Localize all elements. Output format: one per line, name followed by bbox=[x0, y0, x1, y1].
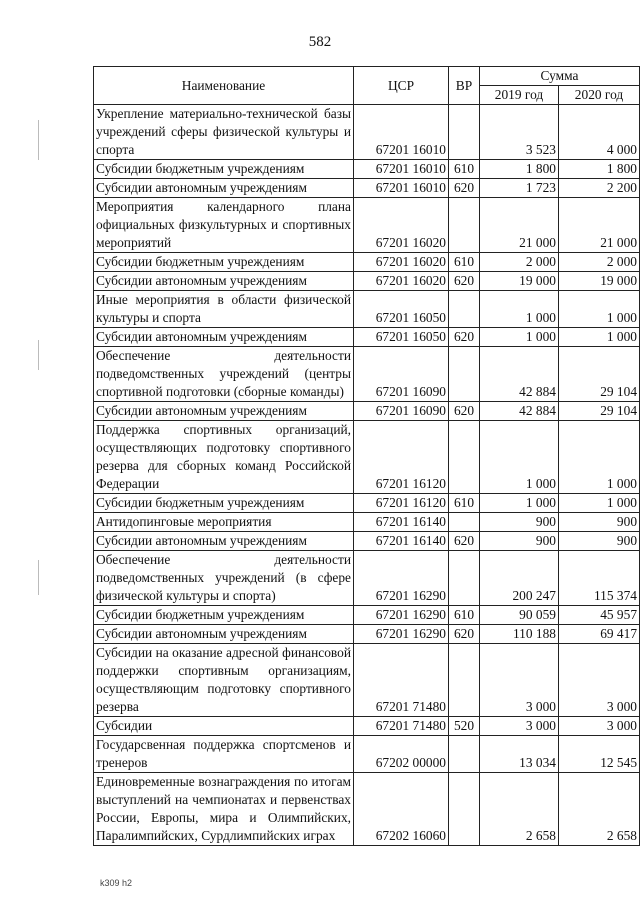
row-sum-2020: 3 000 bbox=[559, 717, 640, 736]
row-csr: 67201 16290 bbox=[354, 551, 449, 606]
table-row bbox=[94, 347, 640, 402]
row-vr: 610 bbox=[449, 253, 480, 272]
row-name: Государсвенная поддержка спортсменов и тренеров bbox=[94, 736, 354, 773]
footer-code: k309 h2 bbox=[100, 878, 133, 888]
row-name: Субсидии бюджетным учреждениям bbox=[94, 606, 354, 625]
row-sum-2020: 1 000 bbox=[559, 494, 640, 513]
row-name: Антидопинговые мероприятия bbox=[94, 513, 354, 532]
table-row bbox=[94, 625, 640, 644]
row-name: Субсидии бюджетным учреждениям bbox=[94, 253, 354, 272]
row-sum-2020: 21 000 bbox=[559, 198, 640, 253]
header-row bbox=[94, 67, 640, 86]
row-csr: 67202 00000 bbox=[354, 736, 449, 773]
table-row bbox=[94, 179, 640, 198]
row-name: Обеспечение деятельности подведомственных учреждений (в сфере физической культуры и спорта) bbox=[94, 551, 354, 606]
row-csr: 67201 16010 bbox=[354, 179, 449, 198]
budget-table bbox=[93, 66, 640, 846]
table-row bbox=[94, 328, 640, 347]
row-sum-2019: 900 bbox=[480, 532, 559, 551]
row-name: Субсидии на оказание адресной финансовой поддержки спортивным организациям, осуществляющим подготовку спортивного резерва bbox=[94, 644, 354, 717]
row-name: Мероприятия календарного плана официальных физкультурных и спортивных мероприятий bbox=[94, 198, 354, 253]
row-name: Субсидии автономным учреждениям bbox=[94, 272, 354, 291]
row-csr: 67201 16090 bbox=[354, 347, 449, 402]
row-csr: 67201 16010 bbox=[354, 160, 449, 179]
row-csr: 67201 16140 bbox=[354, 532, 449, 551]
row-sum-2020: 2 658 bbox=[559, 773, 640, 846]
table-row bbox=[94, 551, 640, 606]
row-vr: 610 bbox=[449, 494, 480, 513]
row-sum-2020: 2 000 bbox=[559, 253, 640, 272]
row-sum-2020: 12 545 bbox=[559, 736, 640, 773]
row-vr bbox=[449, 421, 480, 494]
row-sum-2019: 42 884 bbox=[480, 347, 559, 402]
row-sum-2020: 29 104 bbox=[559, 402, 640, 421]
row-name: Поддержка спортивных организаций, осуществляющих подготовку спортивного резерва для сборных команд Российской Федерации bbox=[94, 421, 354, 494]
table-row bbox=[94, 272, 640, 291]
table-row bbox=[94, 421, 640, 494]
row-sum-2019: 1 800 bbox=[480, 160, 559, 179]
header-csr: ЦСР bbox=[354, 67, 449, 105]
table-row bbox=[94, 402, 640, 421]
row-csr: 67201 16020 bbox=[354, 253, 449, 272]
row-name: Субсидии бюджетным учреждениям bbox=[94, 494, 354, 513]
row-sum-2020: 45 957 bbox=[559, 606, 640, 625]
row-csr: 67202 16060 bbox=[354, 773, 449, 846]
row-sum-2019: 3 000 bbox=[480, 644, 559, 717]
row-sum-2020: 3 000 bbox=[559, 644, 640, 717]
row-name: Субсидии автономным учреждениям bbox=[94, 179, 354, 198]
row-vr: 620 bbox=[449, 625, 480, 644]
row-sum-2019: 1 000 bbox=[480, 421, 559, 494]
row-csr: 67201 71480 bbox=[354, 644, 449, 717]
row-name: Субсидии bbox=[94, 717, 354, 736]
row-csr: 67201 16090 bbox=[354, 402, 449, 421]
table-row bbox=[94, 532, 640, 551]
row-sum-2019: 3 523 bbox=[480, 105, 559, 160]
table-row bbox=[94, 160, 640, 179]
header-sum: Сумма bbox=[480, 67, 640, 86]
row-vr bbox=[449, 773, 480, 846]
row-sum-2020: 1 800 bbox=[559, 160, 640, 179]
row-sum-2019: 3 000 bbox=[480, 717, 559, 736]
table-row bbox=[94, 736, 640, 773]
page-number: 582 bbox=[308, 34, 332, 50]
row-sum-2019: 2 000 bbox=[480, 253, 559, 272]
row-vr: 620 bbox=[449, 179, 480, 198]
row-vr bbox=[449, 736, 480, 773]
table-row bbox=[94, 644, 640, 717]
row-sum-2020: 1 000 bbox=[559, 291, 640, 328]
binding-mark bbox=[38, 340, 39, 370]
header-name: Наименование bbox=[94, 67, 354, 105]
table-row bbox=[94, 105, 640, 160]
row-csr: 67201 16120 bbox=[354, 421, 449, 494]
header-year-2019: 2019 год bbox=[480, 86, 559, 105]
table-row bbox=[94, 198, 640, 253]
table-row bbox=[94, 291, 640, 328]
row-vr bbox=[449, 644, 480, 717]
row-sum-2019: 2 658 bbox=[480, 773, 559, 846]
row-vr bbox=[449, 551, 480, 606]
row-name: Укрепление материально-технической базы учреждений сферы физической культуры и спорта bbox=[94, 105, 354, 160]
table-body bbox=[94, 105, 640, 846]
row-sum-2020: 900 bbox=[559, 513, 640, 532]
row-vr bbox=[449, 198, 480, 253]
row-vr: 610 bbox=[449, 606, 480, 625]
binding-mark bbox=[38, 120, 39, 160]
row-sum-2020: 1 000 bbox=[559, 328, 640, 347]
table-row bbox=[94, 717, 640, 736]
row-csr: 67201 16290 bbox=[354, 606, 449, 625]
row-sum-2019: 110 188 bbox=[480, 625, 559, 644]
row-name: Субсидии автономным учреждениям bbox=[94, 328, 354, 347]
row-name: Субсидии бюджетным учреждениям bbox=[94, 160, 354, 179]
row-vr: 620 bbox=[449, 328, 480, 347]
row-vr bbox=[449, 291, 480, 328]
table-row bbox=[94, 606, 640, 625]
table-row bbox=[94, 513, 640, 532]
row-sum-2019: 900 bbox=[480, 513, 559, 532]
row-sum-2019: 1 000 bbox=[480, 328, 559, 347]
row-csr: 67201 16020 bbox=[354, 198, 449, 253]
row-vr: 520 bbox=[449, 717, 480, 736]
row-name: Обеспечение деятельности подведомственных учреждений (центры спортивной подготовки (сборные команды) bbox=[94, 347, 354, 402]
row-vr bbox=[449, 105, 480, 160]
row-name: Субсидии автономным учреждениям bbox=[94, 402, 354, 421]
row-csr: 67201 16140 bbox=[354, 513, 449, 532]
row-sum-2019: 200 247 bbox=[480, 551, 559, 606]
row-csr: 67201 16010 bbox=[354, 105, 449, 160]
row-sum-2019: 21 000 bbox=[480, 198, 559, 253]
row-sum-2019: 1 000 bbox=[480, 494, 559, 513]
row-name: Иные мероприятия в области физической культуры и спорта bbox=[94, 291, 354, 328]
row-sum-2020: 19 000 bbox=[559, 272, 640, 291]
row-vr: 620 bbox=[449, 402, 480, 421]
row-sum-2020: 29 104 bbox=[559, 347, 640, 402]
row-sum-2020: 4 000 bbox=[559, 105, 640, 160]
row-csr: 67201 71480 bbox=[354, 717, 449, 736]
row-csr: 67201 16120 bbox=[354, 494, 449, 513]
row-sum-2020: 115 374 bbox=[559, 551, 640, 606]
row-name: Субсидии автономным учреждениям bbox=[94, 625, 354, 644]
row-sum-2019: 90 059 bbox=[480, 606, 559, 625]
header-vr: ВР bbox=[449, 67, 480, 105]
binding-mark bbox=[38, 560, 39, 595]
row-vr: 610 bbox=[449, 160, 480, 179]
row-csr: 67201 16290 bbox=[354, 625, 449, 644]
row-sum-2020: 69 417 bbox=[559, 625, 640, 644]
row-sum-2019: 1 723 bbox=[480, 179, 559, 198]
row-sum-2020: 1 000 bbox=[559, 421, 640, 494]
row-sum-2019: 42 884 bbox=[480, 402, 559, 421]
row-name: Единовременные вознаграждения по итогам выступлений на чемпионатах и первенствах России, Европы, мира и Олимпийских, Паралимпийских, Сурдлимпийских играх bbox=[94, 773, 354, 846]
row-vr: 620 bbox=[449, 272, 480, 291]
row-csr: 67201 16050 bbox=[354, 291, 449, 328]
row-vr bbox=[449, 513, 480, 532]
row-name: Субсидии автономным учреждениям bbox=[94, 532, 354, 551]
header-year-2020: 2020 год bbox=[559, 86, 640, 105]
row-sum-2019: 19 000 bbox=[480, 272, 559, 291]
row-sum-2019: 13 034 bbox=[480, 736, 559, 773]
table-row bbox=[94, 253, 640, 272]
row-sum-2019: 1 000 bbox=[480, 291, 559, 328]
table-row bbox=[94, 773, 640, 846]
row-csr: 67201 16050 bbox=[354, 328, 449, 347]
row-csr: 67201 16020 bbox=[354, 272, 449, 291]
table-row bbox=[94, 494, 640, 513]
row-sum-2020: 2 200 bbox=[559, 179, 640, 198]
row-vr bbox=[449, 347, 480, 402]
row-sum-2020: 900 bbox=[559, 532, 640, 551]
row-vr: 620 bbox=[449, 532, 480, 551]
